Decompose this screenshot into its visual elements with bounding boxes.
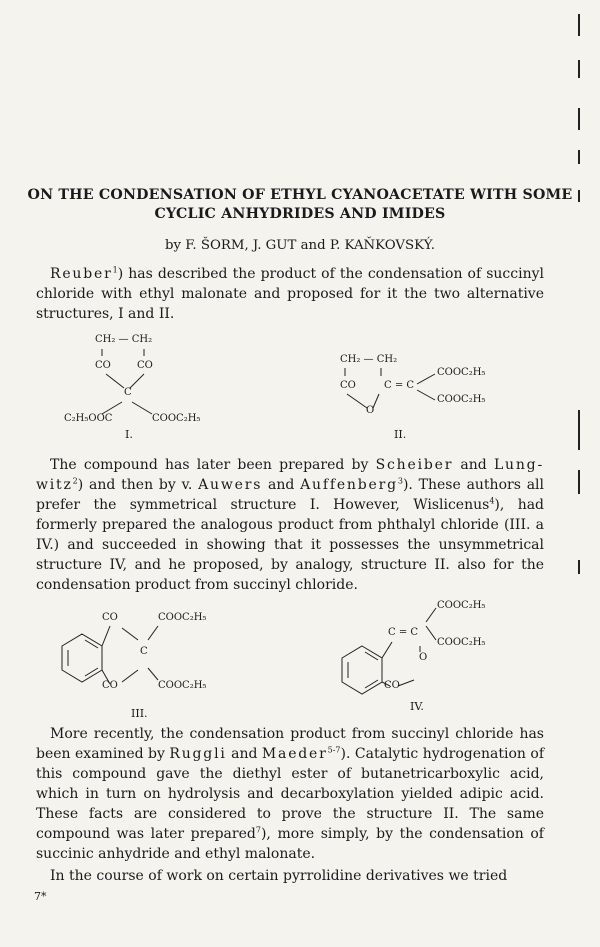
central-carbon: C (140, 646, 148, 657)
page-number: 7* (34, 890, 47, 903)
reference-sup: 2 (72, 476, 78, 486)
structure-IV-bonds (338, 596, 488, 706)
paragraph-2 (36, 455, 544, 595)
paragraph-text: ). These authors all prefer the symmetrical structure I. However, Wislicenus (36, 477, 544, 513)
reference-sup: 5-7 (327, 745, 341, 755)
structure-label: IV. (410, 700, 424, 713)
ester-upper: COOC₂H₅ (437, 600, 486, 611)
carbonyl-bottom: CO (102, 680, 118, 691)
reference-sup: 7 (255, 825, 261, 835)
ester-lower: COOC₂H₅ (437, 637, 486, 648)
central-carbon: C (124, 387, 132, 398)
author-name: Reuber (50, 266, 113, 282)
article-title (20, 186, 580, 224)
reference-sup: 4 (489, 496, 495, 506)
author-line: by F. ŠORM, J. GUT and P. KAŇKOVSKÝ. (164, 238, 435, 253)
ester-upper: COOC₂H₅ (437, 367, 486, 378)
paragraph-text: ) has described the product of the condensation of succinyl chloride with ethyl malonate and proposed for it the two alternative structures, I and II. (36, 266, 544, 322)
author-name: Lung-witz (36, 457, 544, 493)
edge-mark (578, 410, 580, 450)
ring-top: CH₂ — CH₂ (95, 334, 153, 345)
ester-right: COOC₂H₅ (152, 413, 201, 424)
reference-sup: 1 (112, 265, 118, 275)
paragraph-text: and (262, 477, 301, 493)
edge-mark (578, 14, 580, 36)
structure-label: I. (125, 428, 133, 441)
author-name: Maeder (261, 746, 328, 762)
author-name: Ruggli (169, 746, 227, 762)
ester-lower: COOC₂H₅ (158, 680, 207, 691)
paragraph-text: More recently, the condensation product from succinyl chloride has been examined by (36, 726, 544, 762)
carbonyl-right: CO (137, 360, 153, 371)
double-bond: C = C (384, 380, 415, 391)
author-name: Auwers (198, 477, 263, 493)
structure-label: II. (394, 428, 407, 441)
author-name: Scheiber (375, 457, 454, 473)
author-name: Auffenberg (300, 477, 398, 493)
paragraph-text: ) and then by v. (77, 477, 199, 493)
edge-mark (578, 470, 580, 494)
carbonyl: CO (340, 380, 356, 391)
paragraph-1 (36, 264, 544, 324)
paragraph-text: ). Catalytic hydrogenation of this compound gave the diethyl ester of butanetricarboxylic acid, which in turn on hydrolysis and decarboxylation yielded adipic acid. These facts are considered to prove the structure II. The same compound was later prepared (36, 746, 544, 842)
paragraph-4 (36, 866, 544, 886)
edge-mark (578, 150, 580, 164)
ring-oxygen: O (419, 652, 428, 663)
structure-label: III. (131, 707, 148, 720)
carbonyl: CO (384, 680, 400, 691)
edge-mark (578, 560, 580, 574)
title-line-1: ON THE CONDENSATION OF ETHYL CYANOACETATE WITH SOME (27, 187, 573, 203)
carbonyl-top: CO (102, 612, 118, 623)
paragraph-text: ), had formerly prepared the analogous product from phthalyl chloride (III. a IV.) and succeeded in showing that it possesses the unsymmetrical structure IV, and he proposed, by analogy, structure II. also for the condensation product from succinyl chloride. (36, 497, 545, 593)
title-line-2: CYCLIC ANHYDRIDES AND IMIDES (154, 206, 446, 222)
ring-oxygen: O (366, 405, 375, 416)
ring-top: CH₂ — CH₂ (340, 354, 398, 365)
paragraph-3 (36, 724, 544, 864)
paragraph-text: and (226, 746, 262, 762)
paragraph-text: In the course of work on certain pyrrolidine derivatives we tried (50, 868, 508, 884)
ester-upper: COOC₂H₅ (158, 612, 207, 623)
edge-mark (578, 60, 580, 78)
ester-left: C₂H₅OOC (64, 413, 113, 424)
paragraph-text: and (453, 457, 494, 473)
edge-mark (578, 108, 580, 130)
double-bond: C = C (388, 627, 419, 638)
paragraph-text: The compound has later been prepared by (50, 457, 376, 473)
ester-lower: COOC₂H₅ (437, 394, 486, 405)
carbonyl-left: CO (95, 360, 111, 371)
reference-sup: 3 (397, 476, 403, 486)
paragraph-text: ), more simply, by the condensation of succinic anhydride and ethyl malonate. (36, 826, 544, 862)
